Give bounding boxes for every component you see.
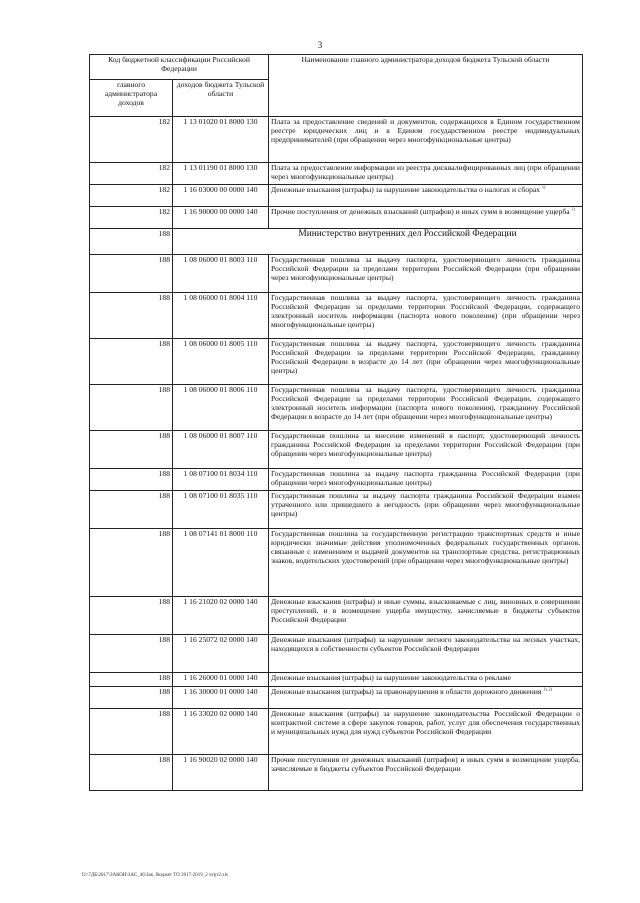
table-row bbox=[90, 185, 583, 207]
table-row bbox=[90, 529, 583, 597]
revenue-name-text: Государственная пошлина за выдачу паспорта, удостоверяющего личность гражданина Российской Федерации за пределами территории Российской Федерации, содержащего электронный носитель информации (паспорта нового поколения), гражданину Российской Федерации в возрасте до 14 лет (при обращении через многофункциональные центры) bbox=[271, 385, 580, 422]
footnote-mark: 1) bbox=[541, 184, 546, 190]
admin-code-cell: 188 bbox=[90, 529, 173, 597]
revenue-name-text: Государственная пошлина за государственную регистрацию транспортных средств и иные юридически значимые действия уполномоченных федеральных государственных органов, связанные с изменением и выдачей документов на транспортные средства, регистрационных знаков, водительских удостоверений (при обращении через многофункциональные центры) bbox=[271, 529, 580, 566]
revenue-name-cell bbox=[269, 163, 583, 185]
revenue-code-cell: 1 16 21020 02 0000 140 bbox=[173, 597, 269, 635]
admin-code-cell: 188 bbox=[90, 431, 173, 469]
revenue-name-text: Денежные взыскания (штрафы) за нарушение лесного законодательства на лесных участках, находящихся в собственности субъектов Российской Федерации bbox=[271, 635, 580, 654]
admin-code-cell: 182 bbox=[90, 207, 173, 229]
revenue-code-cell: 1 08 07141 01 8000 110 bbox=[173, 529, 269, 597]
table-row bbox=[90, 635, 583, 673]
table-row bbox=[90, 597, 583, 635]
admin-code-cell: 182 bbox=[90, 185, 173, 207]
revenue-name-text: Прочие поступления от денежных взысканий (штрафов) и иных сумм в возмещение ущерба bbox=[271, 207, 570, 216]
revenue-name-cell bbox=[269, 491, 583, 529]
revenue-name-text: Денежные взыскания (штрафы) за нарушение законодательства Российской Федерации о контрактной системе в сфере закупок товаров, работ, услуг для обеспечения государственных и муниципальных нужд для нужд субъектов Российской Федерации bbox=[271, 709, 580, 737]
name-column-header: Наименование главного администратора доходов бюджета Тульской области bbox=[269, 55, 583, 117]
table-row bbox=[90, 687, 583, 709]
revenue-name-text: Денежные взыскания (штрафы) за правонарушения в области дорожного движения bbox=[271, 687, 542, 696]
revenue-name-cell bbox=[269, 469, 583, 491]
revenue-code-cell: 1 16 30000 01 0000 140 bbox=[173, 687, 269, 709]
table-row bbox=[90, 709, 583, 755]
admin-code-cell: 188 bbox=[90, 687, 173, 709]
revenue-name-cell bbox=[269, 207, 583, 229]
revenue-name-text: Прочие поступления от денежных взысканий (штрафов) и иных сумм в возмещение ущерба, зачисляемые в бюджеты субъектов Российской Федерации bbox=[271, 755, 580, 774]
revenue-code-cell: 1 08 06000 01 8007 110 bbox=[173, 431, 269, 469]
table-row bbox=[90, 117, 583, 163]
revenue-code-cell: 1 16 90000 00 0000 140 bbox=[173, 207, 269, 229]
revenue-code-cell: 1 08 07100 01 8034 110 bbox=[173, 469, 269, 491]
revenue-code-cell: 1 08 06000 01 8004 110 bbox=[173, 293, 269, 339]
revenue-name-cell bbox=[269, 339, 583, 385]
revenue-code-cell: 1 16 26000 01 0000 140 bbox=[173, 673, 269, 687]
admin-column-header: главного администратора доходов bbox=[90, 80, 173, 117]
admin-code-cell: 182 bbox=[90, 163, 173, 185]
ministry-row bbox=[90, 229, 583, 255]
revenue-code-cell: 1 08 06000 01 8005 110 bbox=[173, 339, 269, 385]
admin-code-cell: 188 bbox=[90, 673, 173, 687]
revenue-name-cell bbox=[269, 687, 583, 709]
revenue-name-cell bbox=[269, 755, 583, 791]
revenue-name-text: Денежные взыскания (штрафы) за нарушение законодательства о рекламе bbox=[271, 673, 511, 682]
revenue-name-cell bbox=[269, 185, 583, 207]
admin-code-cell: 182 bbox=[90, 117, 173, 163]
revenue-code-cell: 1 16 90020 02 0000 140 bbox=[173, 755, 269, 791]
revenue-name-text: Государственная пошлина за выдачу паспорта, удостоверяющего личность гражданина Российской Федерации за пределами территории Российской Федерации, содержащего электронный носитель информации (паспорта нового поколения) (при обращении через многофункциональные центры) bbox=[271, 293, 580, 330]
revenue-name-text: Государственная пошлина за внесение изменений в паспорт, удостоверяющий личность гражданина Российской Федерации за пределами территории Российской Федерации (при обращении через многофункциональные центры) bbox=[271, 431, 580, 459]
revenue-name-text: Плата за предоставление сведений и документов, содержащихся в Едином государственном реестре юридических лиц и в Едином государственном реестре индивидуальных предпринимателей (при обращении через многофункциональные центры) bbox=[271, 117, 580, 145]
admin-code-cell: 188 bbox=[90, 709, 173, 755]
admin-code-cell: 188 bbox=[90, 385, 173, 431]
revenue-name-cell bbox=[269, 709, 583, 755]
revenue-name-cell bbox=[269, 255, 583, 293]
revenue-code-cell: 1 16 03000 00 0000 140 bbox=[173, 185, 269, 207]
admin-code-cell: 188 bbox=[90, 229, 173, 255]
table-row bbox=[90, 207, 583, 229]
revenue-code-cell: 1 16 33020 02 0000 140 bbox=[173, 709, 269, 755]
table-row bbox=[90, 339, 583, 385]
ministry-title: Министерство внутренних дел Российской Федерации bbox=[298, 229, 517, 239]
revenue-name-cell bbox=[269, 117, 583, 163]
revenue-name-cell bbox=[269, 431, 583, 469]
revenue-code-cell: 1 08 06000 01 8006 110 bbox=[173, 385, 269, 431]
admin-code-cell: 188 bbox=[90, 339, 173, 385]
table-row bbox=[90, 163, 583, 185]
revenue-column-header: доходов бюджета Тульской области bbox=[173, 80, 269, 117]
admin-code-cell: 188 bbox=[90, 469, 173, 491]
revenue-name-cell bbox=[269, 385, 583, 431]
table-row bbox=[90, 673, 583, 687]
revenue-code-cell: 1 13 01020 01 8000 130 bbox=[173, 117, 269, 163]
table-row bbox=[90, 431, 583, 469]
revenue-name-cell bbox=[269, 597, 583, 635]
admin-code-cell: 188 bbox=[90, 597, 173, 635]
page-number: 3 bbox=[317, 40, 323, 50]
footnote-mark: 1), 2) bbox=[543, 686, 552, 692]
revenue-code-cell: 1 13 01190 01 8000 130 bbox=[173, 163, 269, 185]
revenue-name-text: Плата за предоставление информации из реестра дисквалифицированных лиц (при обращении через многофункциональные центры) bbox=[271, 163, 580, 182]
table-row bbox=[90, 255, 583, 293]
revenue-code-cell: 1 08 06000 01 8003 110 bbox=[173, 255, 269, 293]
revenue-name-text: Денежные взыскания (штрафы) за нарушение законодательства о налогах и сборах bbox=[271, 185, 541, 194]
revenue-name-text: Государственная пошлина за выдачу паспорта гражданина Российской Федерации (при обращении через многофункциональные центры) bbox=[271, 469, 580, 488]
admin-code-cell: 188 bbox=[90, 293, 173, 339]
revenue-name-cell bbox=[269, 293, 583, 339]
table-row bbox=[90, 385, 583, 431]
admin-code-cell: 188 bbox=[90, 635, 173, 673]
revenue-name-text: Государственная пошлина за выдачу паспорта, удостоверяющего личность гражданина Российской Федерации за пределами территории Российской Федерации, гражданину Российской Федерации в возрасте до 14 лет (при обращении через многофункциональные центры) bbox=[271, 339, 580, 376]
code-group-header: Код бюджетной классификации Российской Федерации bbox=[90, 55, 269, 80]
budget-classification-table bbox=[89, 54, 583, 791]
admin-code-cell: 188 bbox=[90, 255, 173, 293]
admin-code-cell: 188 bbox=[90, 491, 173, 529]
admin-code-cell: 188 bbox=[90, 755, 173, 791]
revenue-name-cell bbox=[269, 635, 583, 673]
table-row bbox=[90, 755, 583, 791]
table-row bbox=[90, 293, 583, 339]
footnote-mark: 1) bbox=[571, 206, 575, 212]
file-path-footer: D:\7ДБ\2017\ЗАКОН\ЗАС_46\Зак. бюджет ТО 2017-2019_2 чтрт2.xls bbox=[82, 873, 228, 878]
revenue-name-text: Государственная пошлина за выдачу паспорта, удостоверяющего личность гражданина Российской Федерации за пределами территории Российской Федерации (при обращении через многофункциональные центры) bbox=[271, 255, 580, 283]
table-row bbox=[90, 491, 583, 529]
revenue-name-text: Денежные взыскания (штрафы) и иные суммы, взыскиваемые с лиц, виновных в совершении преступлений, и в возмещение ущерба имуществу, зачисляемые в бюджеты субъектов Российской Федерации bbox=[271, 597, 580, 625]
revenue-name-cell bbox=[269, 529, 583, 597]
table-row bbox=[90, 469, 583, 491]
revenue-code-cell: 1 08 07100 01 8035 110 bbox=[173, 491, 269, 529]
revenue-code-cell: 1 16 25072 02 0000 140 bbox=[173, 635, 269, 673]
revenue-name-cell bbox=[269, 673, 583, 687]
revenue-name-text: Государственная пошлина за выдачу паспорта гражданина Российской Федерации взамен утраченного или пришедшего в негодность (при обращении через многофункциональные центры) bbox=[271, 491, 580, 519]
